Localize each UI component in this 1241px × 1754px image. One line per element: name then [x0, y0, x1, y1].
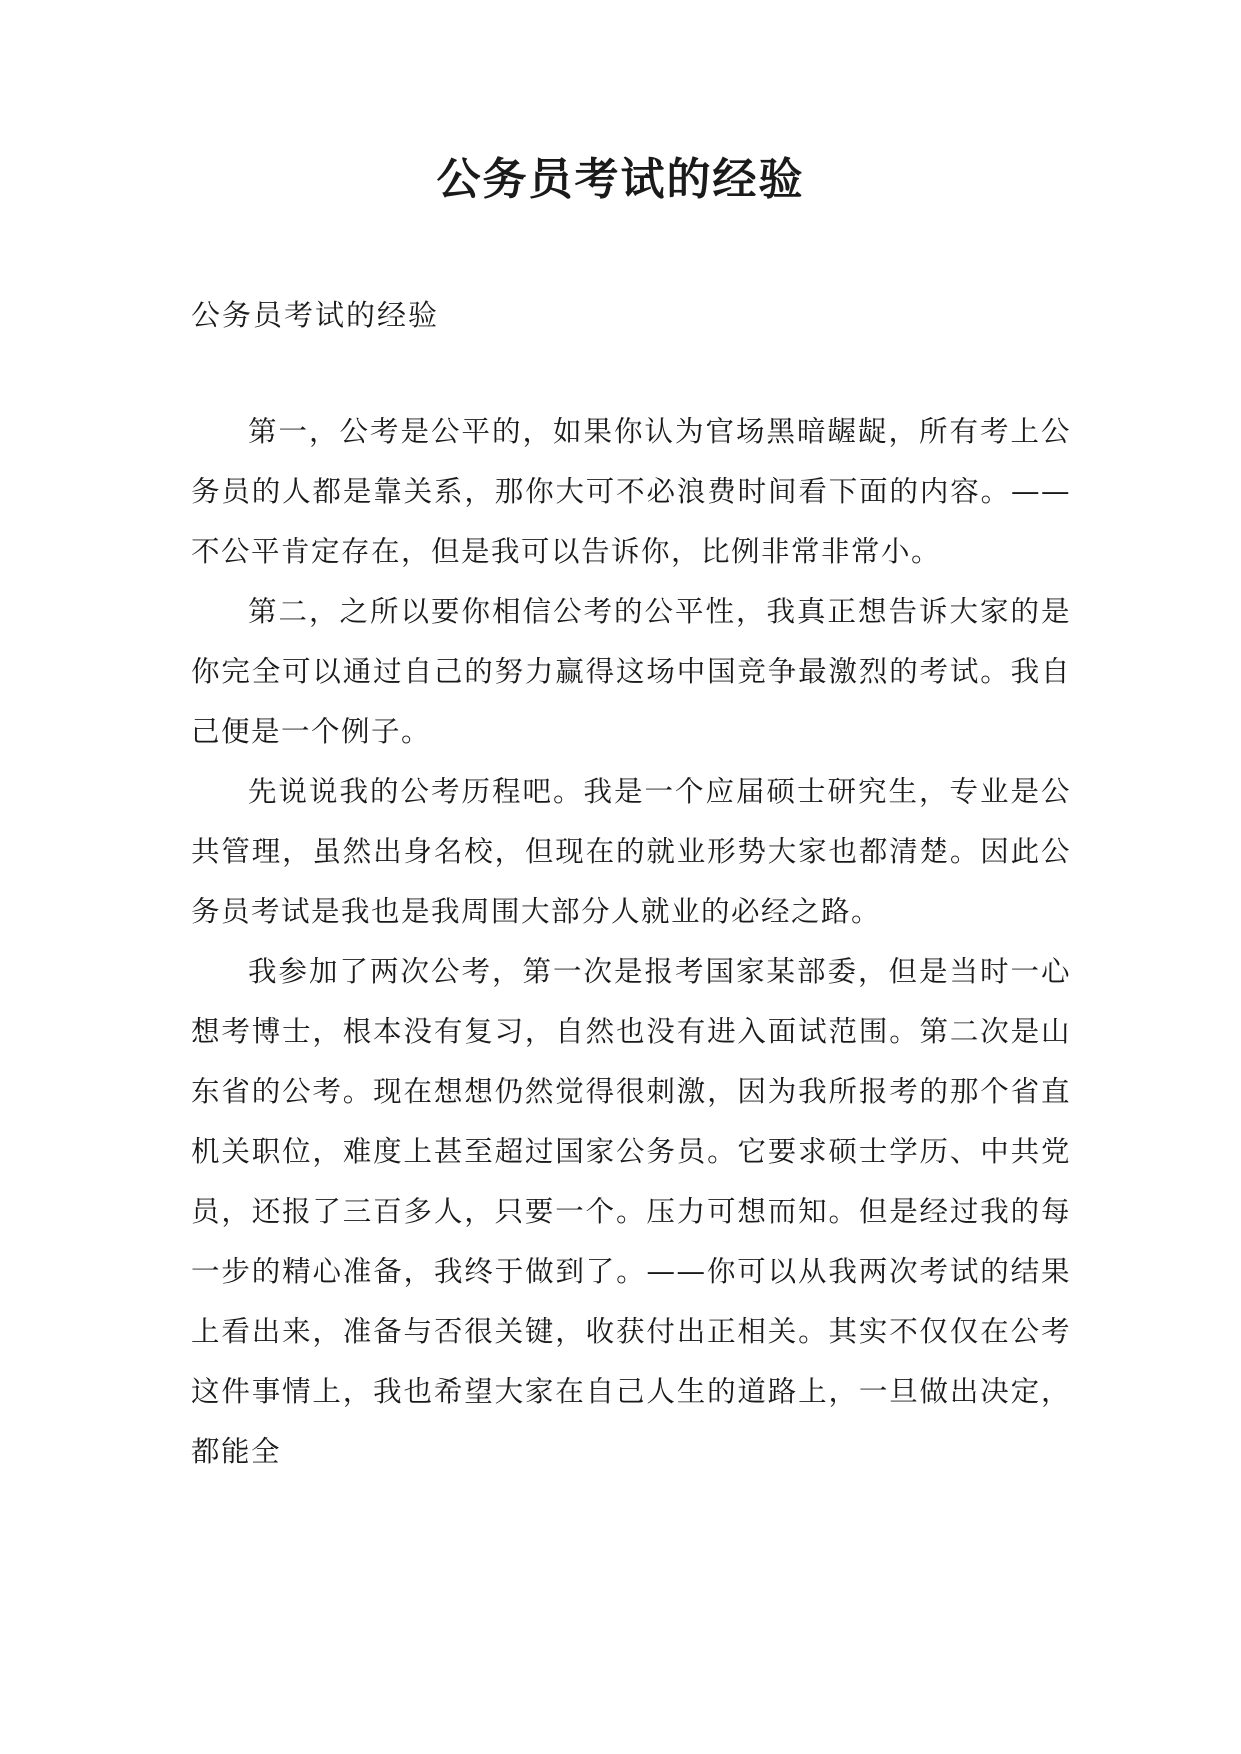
- paragraph-3: 先说说我的公考历程吧。我是一个应届硕士研究生，专业是公共管理，虽然出身名校，但现在的就业形势大家也都清楚。因此公务员考试是我也是我周围大部分人就业的必经之路。: [191, 775, 1071, 928]
- document-title: 公务员考试的经验: [436, 154, 805, 205]
- paragraph-2: 第二，之所以要你相信公考的公平性，我真正想告诉大家的是你完全可以通过自己的努力赢得这场中国竞争最激烈的考试。我自己便是一个例子。: [191, 595, 1071, 748]
- document-body: [191, 402, 1071, 1482]
- paragraph-4: 我参加了两次公考，第一次是报考国家某部委，但是当时一心想考博士，根本没有复习，自然也没有进入面试范围。第二次是山东省的公考。现在想想仍然觉得很刺激，因为我所报考的那个省直机关职位，难度上甚至超过国家公务员。它要求硕士学历、中共党员，还报了三百多人，只要一个。压力可想而知。但是经过我的每一步的精心准备，我终于做到了。——你可以从我两次考试的结果上看出来，准备与否很关键，收获付出正相关。其实不仅仅在公考这件事情上，我也希望大家在自己人生的道路上，一旦做出决定，都能全: [191, 955, 1071, 1468]
- document-subtitle: 公务员考试的经验: [191, 298, 440, 332]
- paragraph-1: 第一，公考是公平的，如果你认为官场黑暗龌龊，所有考上公务员的人都是靠关系，那你大可不必浪费时间看下面的内容。——不公平肯定存在，但是我可以告诉你，比例非常非常小。: [191, 415, 1071, 568]
